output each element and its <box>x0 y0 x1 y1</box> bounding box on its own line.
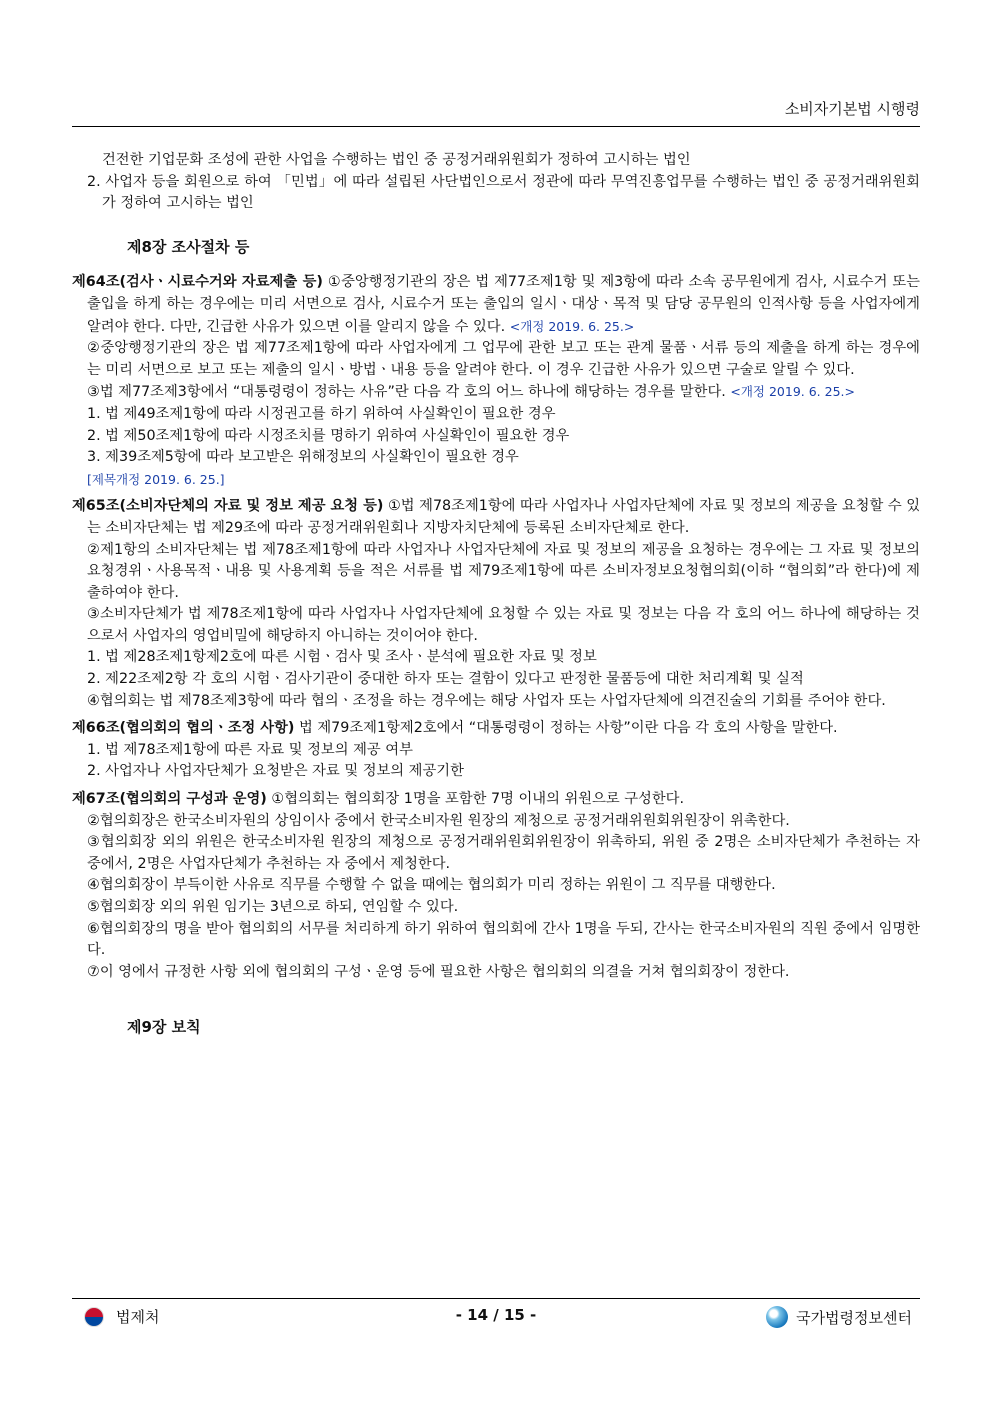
article-66 <box>72 718 920 740</box>
article-paragraph: ⑦이 영에서 규정한 사항 외에 협의회의 구성ㆍ운영 등에 필요한 사항은 협의회의 의결을 거쳐 협의회장이 정한다. <box>87 963 790 980</box>
amendment-note: <개정 2019. 6. 25.> <box>509 318 635 334</box>
footer-agency: 법제처 <box>116 1308 160 1326</box>
paragraph-text: ③법 제77조제3항에서 “대통령령이 정하는 사유”란 다음 각 호의 어느 하나에 해당하는 경우를 말한다. <box>87 384 726 401</box>
list-item: 2. 법 제50조제1항에 따라 시정조치를 명하기 위하여 사실확인이 필요한 경우 <box>87 427 570 444</box>
article-paragraph: ②중앙행정기관의 장은 법 제77조제1항에 따라 사업자에게 그 업무에 관한 보고 또는 관계 물품ㆍ서류 등의 제출을 하게 하는 경우에는 미리 서면으로 보고 또는 제출의 일시ㆍ방법ㆍ내용 등을 알려야 한다. 이 경우 긴급한 사유가 있으면 구술로 알릴 수 있다. <box>87 340 920 378</box>
article-paragraph: ①협의회는 협의회장 1명을 포함한 7명 이내의 위원으로 구성한다. <box>271 791 685 808</box>
article-paragraph: ④협의회는 법 제78조제3항에 따라 협의ㆍ조정을 하는 경우에는 해당 사업자 또는 사업자단체에 의견진술의 기회를 주어야 한다. <box>87 692 886 709</box>
title-amendment-note: [제목개정 2019. 6. 25.] <box>87 471 225 487</box>
list-item: 2. 사업자나 사업자단체가 요청받은 자료 및 정보의 제공기한 <box>87 763 464 780</box>
footer-center-name: 국가법령정보센터 <box>796 1308 912 1327</box>
header-title: 소비자기본법 시행령 <box>784 100 920 118</box>
page-number: - 14 / 15 - <box>455 1306 537 1324</box>
article-title: 제67조(협의회의 구성과 운영) <box>72 791 267 808</box>
article-paragraph: ⑥협의회장의 명을 받아 협의회의 서무를 처리하게 하기 위하여 협의회에 간사 1명을 두되, 간사는 한국소비자원의 직원 중에서 임명한다. <box>87 920 920 959</box>
article-title: 제65조(소비자단체의 자료 및 정보 제공 요청 등) <box>72 498 384 515</box>
continued-text: 건전한 기업문화 조성에 관한 사업을 수행하는 법인 중 공정거래위원회가 정하여 고시하는 법인 <box>102 152 691 168</box>
article-title: 제66조(협의회의 협의ㆍ조정 사항) <box>72 720 295 737</box>
list-item: 3. 제39조제5항에 따라 보고받은 위해정보의 사실확인이 필요한 경우 <box>87 449 519 466</box>
footer-right <box>766 1306 912 1328</box>
article-title: 제64조(검사ㆍ시료수거와 자료제출 등) <box>72 274 323 291</box>
article-paragraph: ①중앙행정기관의 장은 법 제77조제1항 및 제3항에 따라 소속 공무원에게 검사, 시료수거 또는 출입을 하게 하는 경우에는 미리 서면으로 검사, 시료수거 또는 출입의 일시ㆍ대상ㆍ목적 및 담당 공무원의 인적사항 등을 사업자에게 알려야 한다. 다만, 긴급한 사유가 있으면 이를 알리지 않을 수 있다. <box>87 274 920 335</box>
article-67 <box>72 789 920 811</box>
article-paragraph: ③협의회장 외의 위원은 한국소비자원 원장의 제청으로 공정거래위원회위원장이 위촉하되, 위원 중 2명은 소비자단체가 추천하는 자 중에서, 2명은 사업자단체가 추천하는 자 중에서 제청한다. <box>87 834 920 872</box>
document-body <box>72 150 920 1053</box>
chapter-heading-8: 제8장 조사절차 등 <box>127 237 250 256</box>
list-item: 2. 제22조제2항 각 호의 시험ㆍ검사기관이 중대한 하자 또는 결함이 있다고 판정한 물품등에 대한 처리계획 및 실적 <box>87 671 804 688</box>
chapter-heading-9: 제9장 보칙 <box>127 1018 201 1037</box>
article-65 <box>72 496 920 539</box>
article-paragraph: ②제1항의 소비자단체는 법 제78조제1항에 따라 사업자나 사업자단체에 자료 및 정보의 제공을 요청하는 경우에는 그 자료 및 정보의 요청경위ㆍ사용목적ㆍ내용 및 사용계획 등을 적은 서류를 법 제79조제1항에 따른 소비자정보요청협의회(이하 “협의회”라 한다)에 제출하여야 한다. <box>87 541 920 601</box>
article-paragraph: ③소비자단체가 법 제78조제1항에 따라 사업자나 사업자단체에 요청할 수 있는 자료 및 정보는 다음 각 호의 어느 하나에 해당하는 것으로서 사업자의 영업비밀에 해당하지 아니하는 것이어야 한다. <box>87 606 920 644</box>
list-item: 1. 법 제28조제1항제2호에 따른 시험ㆍ검사 및 조사ㆍ분석에 필요한 자료 및 정보 <box>87 649 597 666</box>
article-paragraph <box>72 381 920 404</box>
amendment-note: <개정 2019. 6. 25.> <box>730 384 855 400</box>
article-paragraph: ④협의회장이 부득이한 사유로 직무를 수행할 수 없을 때에는 협의회가 미리 정하는 위원이 그 직무를 대행한다. <box>87 877 776 894</box>
article-paragraph: ⑤협의회장 외의 위원 임기는 3년으로 하되, 연임할 수 있다. <box>87 899 459 915</box>
article-paragraph: 법 제79조제1항제2호에서 “대통령령이 정하는 사항”이란 다음 각 호의 사항을 말한다. <box>299 720 838 737</box>
list-item: 2. 사업자 등을 회원으로 하여 「민법」에 따라 설립된 사단법인으로서 정관에 따라 무역진흥업무를 수행하는 법인 중 공정거래위원회가 정하여 고시하는 법인 <box>87 173 920 212</box>
list-item: 1. 법 제49조제1항에 따라 시정권고를 하기 위하여 사실확인이 필요한 경우 <box>87 405 556 422</box>
footer-rule <box>72 1298 920 1299</box>
header-rule <box>72 126 920 127</box>
list-item: 1. 법 제78조제1항에 따른 자료 및 정보의 제공 여부 <box>87 741 413 758</box>
article-paragraph: ②협의회장은 한국소비자원의 상임이사 중에서 한국소비자원 원장의 제청으로 공정거래위원회위원장이 위촉한다. <box>87 812 790 829</box>
article-paragraph: ①법 제78조제1항에 따라 사업자나 사업자단체에 자료 및 정보의 제공을 요청할 수 있는 소비자단체는 법 제29조에 따라 공정거래위원회나 지방자치단체에 등록된 소비자단체로 한다. <box>87 498 921 536</box>
article-64 <box>72 272 920 338</box>
globe-logo-icon <box>766 1306 788 1328</box>
